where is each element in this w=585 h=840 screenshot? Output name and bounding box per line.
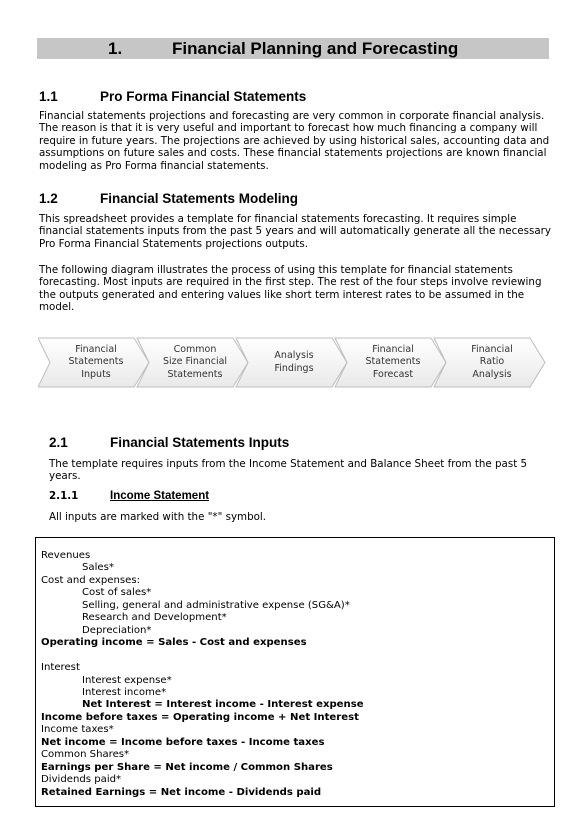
income-line: Interest expense* xyxy=(82,674,172,686)
income-line: Dividends paid* xyxy=(41,774,122,786)
step-label-4 xyxy=(345,335,441,390)
heading-title: Pro Forma Financial Statements xyxy=(100,89,307,104)
income-line: Income before taxes = Operating income + Net Interest xyxy=(41,711,359,723)
step-label-2 xyxy=(147,335,243,390)
paragraph-line: model. xyxy=(39,301,75,314)
step-text: Analysis xyxy=(274,350,314,361)
income-line: Selling, general and administrative expense (SG&A)* xyxy=(82,599,350,611)
section-number: 1. xyxy=(108,39,123,58)
paragraph-line: years. xyxy=(49,470,81,483)
income-line: Interest income* xyxy=(82,686,167,698)
income-line: Income taxes* xyxy=(41,724,114,736)
income-line: Interest xyxy=(41,662,80,674)
paragraph-line: assumptions on future sales and costs. These financial statements projections are known financial xyxy=(39,147,547,160)
paragraph-pro-forma xyxy=(39,110,559,172)
step-text: Forecast xyxy=(372,368,414,380)
step-text: Size Financial xyxy=(162,356,228,368)
paragraph-line: The following diagram illustrates the process of using this template for financial statements xyxy=(39,264,513,276)
paragraph-line: This spreadsheet provides a template for financial statements forecasting. It requires simple xyxy=(39,213,517,225)
inputs-note: All inputs are marked with the "*" symbol. xyxy=(49,511,267,523)
paragraph-line: The reason is that it is very useful and important to forecast how much financing a company will xyxy=(39,122,538,135)
step-label-1 xyxy=(48,335,144,390)
heading-number: 2.1 xyxy=(49,435,68,450)
step-text: Common xyxy=(173,343,217,355)
heading-number: 1.2 xyxy=(39,191,58,206)
income-line: Sales* xyxy=(82,562,114,574)
heading-title: Financial Statements Inputs xyxy=(110,435,290,450)
step-text: Statements xyxy=(365,356,421,368)
step-text: Financial xyxy=(75,343,117,355)
step-text: Findings xyxy=(274,362,314,374)
step-label-5 xyxy=(444,335,540,390)
heading-title: Financial Statements Modeling xyxy=(100,191,299,206)
step-text: Analysis xyxy=(472,368,512,380)
paragraph-line: Financial statements projections and forecasting are very common in corporate financial analysis. xyxy=(39,110,545,122)
paragraph-modeling xyxy=(39,213,559,250)
step-label-3 xyxy=(246,335,342,390)
step-text: Financial xyxy=(471,343,513,355)
income-line: Net income = Income before taxes - Income taxes xyxy=(41,736,325,748)
income-statement-box xyxy=(35,537,555,807)
income-line: Revenues xyxy=(41,550,91,561)
income-line: Retained Earnings = Net income - Dividends paid xyxy=(41,786,322,798)
step-text: Financial xyxy=(372,343,414,355)
heading-2-1-1-number: 2.1.1 xyxy=(49,490,79,502)
income-line: Common Shares* xyxy=(41,749,130,761)
heading-2-1-1-title: Income Statement xyxy=(110,490,210,502)
step-text: Statements xyxy=(68,356,124,368)
paragraph-line: financial statements inputs from the past 5 years and will automatically generate all the necessary xyxy=(39,225,551,238)
section-title-bar xyxy=(37,38,549,59)
paragraph-line: require in future years. The projections are achieved by using historical sales, accounting data and xyxy=(39,134,550,147)
paragraph-line: The template requires inputs from the Income Statement and Balance Sheet from the past 5 xyxy=(49,458,528,470)
income-line: Research and Development* xyxy=(82,612,227,624)
heading-number: 1.1 xyxy=(39,89,58,104)
income-line: Net Interest = Interest income - Interest expense xyxy=(82,699,364,711)
paragraph-diagram-intro xyxy=(39,264,559,314)
income-line: Cost of sales* xyxy=(82,587,152,599)
section-title: Financial Planning and Forecasting xyxy=(172,39,459,58)
process-diagram xyxy=(38,335,550,390)
paragraph-line: modeling as Pro Forma financial statements. xyxy=(39,159,269,172)
paragraph-line: the outputs generated and entering values like short term interest rates to be assumed in the xyxy=(39,288,525,301)
step-text: Ratio xyxy=(479,356,505,368)
income-line: Cost and expenses: xyxy=(41,574,140,586)
step-text: Inputs xyxy=(81,368,111,380)
paragraph-inputs xyxy=(49,458,549,483)
paragraph-line: forecasting. Most inputs are required in the first step. The rest of the four steps involve reviewing xyxy=(39,276,542,289)
paragraph-line: Pro Forma Financial Statements projections outputs. xyxy=(39,237,308,250)
step-text: Statements xyxy=(167,368,223,380)
income-line: Depreciation* xyxy=(82,624,152,636)
income-line: Earnings per Share = Net income / Common Shares xyxy=(41,761,333,773)
income-line: Operating income = Sales - Cost and expenses xyxy=(41,637,307,649)
